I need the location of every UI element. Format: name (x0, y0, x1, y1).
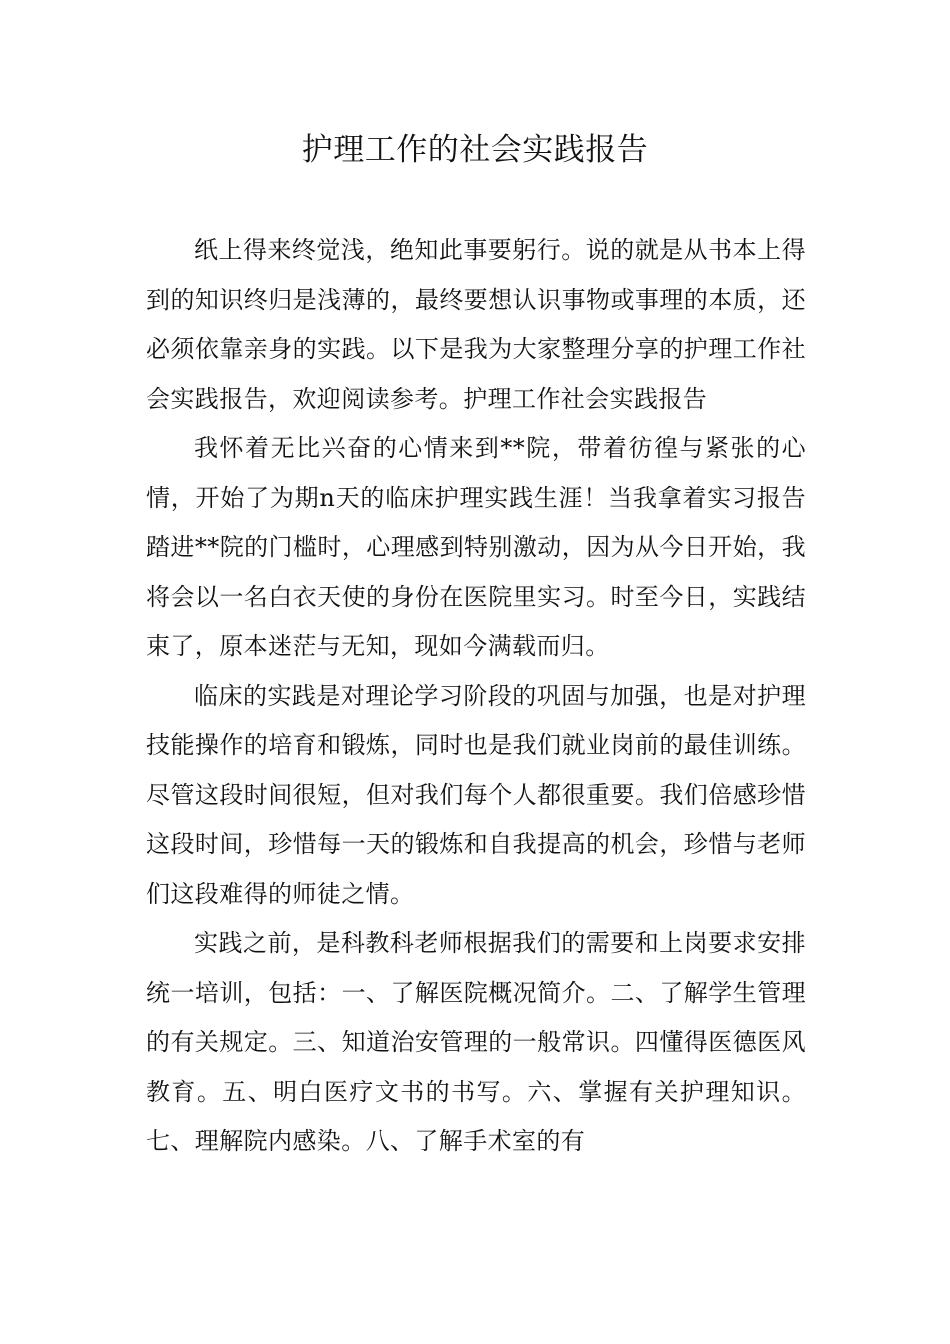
paragraph-2: 我怀着无比兴奋的心情来到**院，带着彷徨与紧张的心情，开始了为期n天的临床护理实践生涯！当我拿着实习报告踏进**院的门槛时，心理感到特别激动，因为从今日开始，我将会以一名白衣天使的身份在医院里实习。时至今日，实践结束了，原本迷茫与无知，现如今满载而归。 (146, 434, 806, 660)
document-title: 护理工作的社会实践报告 (301, 132, 649, 168)
paragraph-4: 实践之前，是科教科老师根据我们的需要和上岗要求安排统一培训，包括：一、了解医院概况简介。二、了解学生管理的有关规定。三、知道治安管理的一般常识。四懂得医德医风教育。五、明白医疗文书的书写。六、掌握有关护理知识。七、理解院内感染。八、了解手术室的有 (146, 929, 806, 1155)
paragraph-1: 纸上得来终觉浅，绝知此事要躬行。说的就是从书本上得到的知识终归是浅薄的，最终要想认识事物或事理的本质，还必须依靠亲身的实践。以下是我为大家整理分享的护理工作社会实践报告，欢迎阅读参考。护理工作社会实践报告 (146, 236, 806, 413)
document-body (146, 226, 806, 1167)
paragraph-3: 临床的实践是对理论学习阶段的巩固与加强，也是对护理技能操作的培育和锻炼，同时也是我们就业岗前的最佳训练。尽管这段时间很短，但对我们每个人都很重要。我们倍感珍惜这段时间，珍惜每一天的锻炼和自我提高的机会，珍惜与老师们这段难得的师徒之情。 (146, 681, 806, 908)
